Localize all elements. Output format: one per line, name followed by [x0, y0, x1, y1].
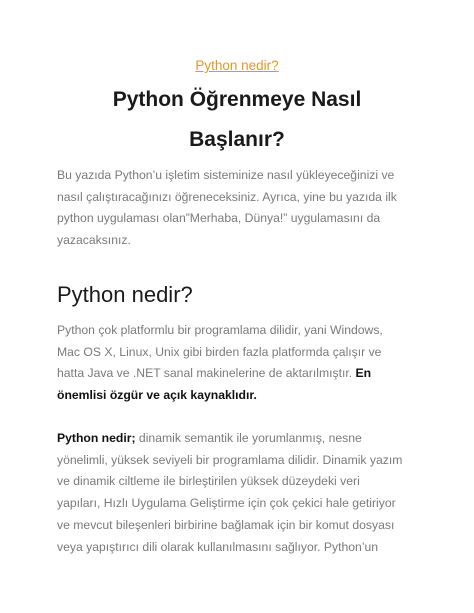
- paragraph-platforms: [57, 320, 427, 407]
- intro-line: Bu yazıda Python’u işletim sisteminize nasıl yükleyeceğinizi ve: [57, 168, 395, 182]
- paragraph-text: dinamik semantik ile yorumlanmış, nesne: [135, 431, 362, 445]
- section-heading: Python nedir?: [57, 282, 193, 307]
- paragraph-line: ve dinamik ciltleme ile birleştirilen yüksek düzeydeki veri: [57, 474, 360, 489]
- intro-line: python uygulaması olan”Merhaba, Dünya!” uygulamasını da: [57, 211, 381, 226]
- paragraph-line: yönelimli, yüksek seviyeli bir programlama dilidir. Dinamik yazım: [57, 452, 403, 467]
- toc-link-python-nedir[interactable]: Python nedir?: [195, 58, 279, 73]
- paragraph-definition: [57, 428, 427, 558]
- emphasis-text: En: [355, 366, 372, 381]
- paragraph-line: yapıları, Hızlı Uygulama Geliştirme için çok çekici hale getiriyor: [57, 496, 396, 511]
- document-title-line-2: Başlanır?: [189, 128, 285, 151]
- document-title-line-1: Python Öğrenmeye Nasıl: [112, 88, 362, 111]
- intro-paragraph: [57, 165, 427, 252]
- paragraph-line: [57, 428, 427, 450]
- emphasis-line: önemlisi özgür ve açık kaynaklıdır.: [57, 388, 257, 403]
- paragraph-text: hatta Java ve .NET sanal makinelerine de aktarılmıştır.: [57, 366, 356, 381]
- definition-term: Python nedir;: [57, 431, 136, 445]
- intro-line: yazacaksınız.: [57, 233, 131, 248]
- intro-line: nasıl çalıştıracağınızı öğreneceksiniz. Ayrıca, yine bu yazıda ilk: [57, 189, 397, 204]
- paragraph-line: Mac OS X, Linux, Unix gibi birden fazla platformda çalışır ve: [57, 344, 382, 359]
- paragraph-line: ve mevcut bileşenleri birbirine bağlamak için bir komut dosyası: [57, 517, 395, 532]
- paragraph-line: Python çok platformlu bir programlama dilidir, yani Windows,: [57, 323, 383, 337]
- paragraph-line: veya yapıştırıcı dili olarak kullanılmasını sağlıyor. Python’un: [57, 539, 379, 554]
- paragraph-line: [57, 363, 427, 385]
